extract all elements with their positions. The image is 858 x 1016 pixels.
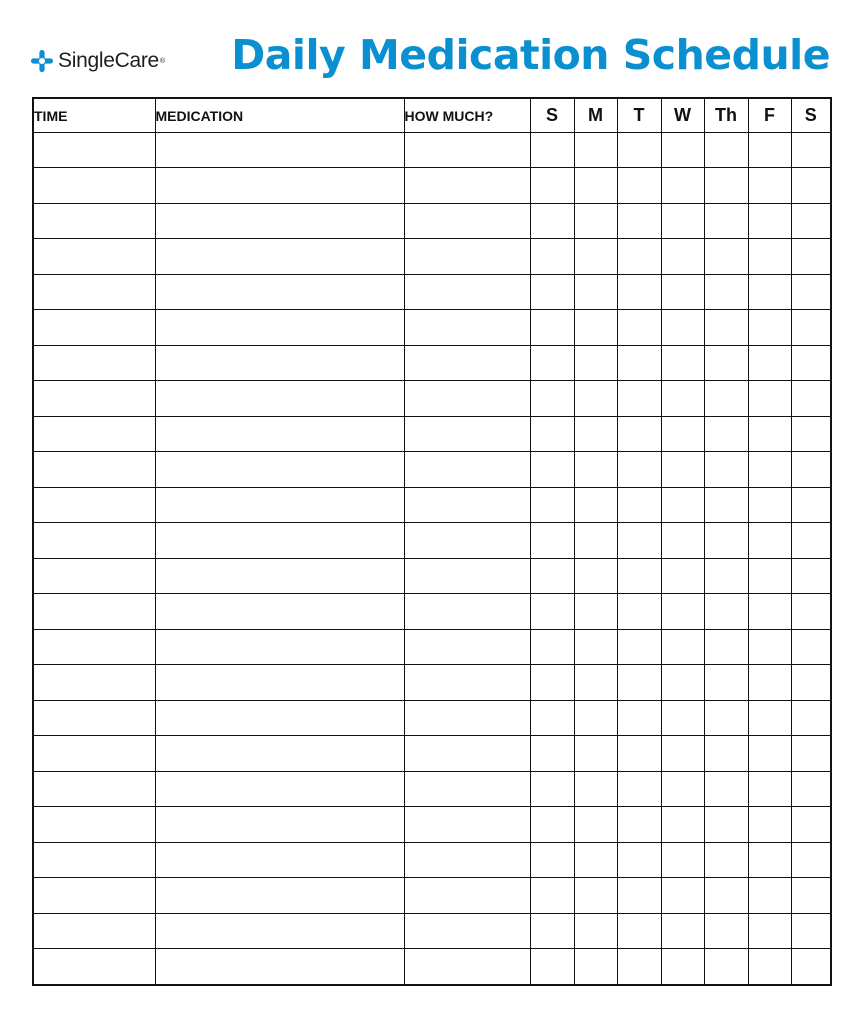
- day-monday-cell: [574, 239, 617, 274]
- time-cell: [33, 310, 155, 345]
- day-monday-cell: [574, 310, 617, 345]
- day-monday-cell: [574, 594, 617, 629]
- day-sunday-cell: [530, 665, 574, 700]
- table-row: [33, 558, 831, 593]
- day-wednesday-cell: [661, 239, 704, 274]
- day-sunday-cell: [530, 487, 574, 522]
- table-row: [33, 878, 831, 913]
- day-saturday-cell: [791, 416, 831, 451]
- medication-cell: [155, 168, 404, 203]
- day-monday-cell: [574, 168, 617, 203]
- day-sunday-cell: [530, 878, 574, 913]
- header-day-sunday: S: [530, 98, 574, 133]
- day-sunday-cell: [530, 168, 574, 203]
- day-wednesday-cell: [661, 416, 704, 451]
- time-cell: [33, 736, 155, 771]
- day-thursday-cell: [704, 416, 748, 451]
- day-wednesday-cell: [661, 168, 704, 203]
- day-sunday-cell: [530, 629, 574, 664]
- how-much-cell: [404, 274, 530, 309]
- time-cell: [33, 381, 155, 416]
- medication-cell: [155, 771, 404, 806]
- day-friday-cell: [748, 345, 791, 380]
- brand-logo: [31, 46, 165, 76]
- page-header: [0, 0, 858, 96]
- how-much-cell: [404, 629, 530, 664]
- day-sunday-cell: [530, 345, 574, 380]
- time-cell: [33, 558, 155, 593]
- medication-cell: [155, 878, 404, 913]
- day-wednesday-cell: [661, 771, 704, 806]
- day-friday-cell: [748, 594, 791, 629]
- page-title: Daily Medication Schedule: [231, 31, 830, 79]
- header-medication: MEDICATION: [155, 98, 404, 133]
- time-cell: [33, 239, 155, 274]
- day-saturday-cell: [791, 310, 831, 345]
- day-monday-cell: [574, 949, 617, 985]
- table-row: [33, 239, 831, 274]
- day-monday-cell: [574, 700, 617, 735]
- table-row: [33, 736, 831, 771]
- brand-name: SingleCare: [58, 49, 159, 72]
- table-row: [33, 842, 831, 877]
- how-much-cell: [404, 452, 530, 487]
- day-tuesday-cell: [617, 807, 661, 842]
- time-cell: [33, 133, 155, 168]
- singlecare-cross-icon: [31, 50, 53, 72]
- time-cell: [33, 771, 155, 806]
- how-much-cell: [404, 381, 530, 416]
- day-thursday-cell: [704, 310, 748, 345]
- day-tuesday-cell: [617, 523, 661, 558]
- day-tuesday-cell: [617, 594, 661, 629]
- day-saturday-cell: [791, 878, 831, 913]
- table-header-row: [33, 98, 831, 133]
- medication-cell: [155, 665, 404, 700]
- table-row: [33, 168, 831, 203]
- day-saturday-cell: [791, 913, 831, 948]
- day-saturday-cell: [791, 203, 831, 238]
- day-wednesday-cell: [661, 629, 704, 664]
- medication-cell: [155, 133, 404, 168]
- day-tuesday-cell: [617, 345, 661, 380]
- day-thursday-cell: [704, 629, 748, 664]
- how-much-cell: [404, 842, 530, 877]
- medication-cell: [155, 416, 404, 451]
- day-wednesday-cell: [661, 700, 704, 735]
- time-cell: [33, 487, 155, 522]
- how-much-cell: [404, 523, 530, 558]
- time-cell: [33, 274, 155, 309]
- day-friday-cell: [748, 949, 791, 985]
- header-time: TIME: [33, 98, 155, 133]
- time-cell: [33, 203, 155, 238]
- day-tuesday-cell: [617, 274, 661, 309]
- day-saturday-cell: [791, 807, 831, 842]
- day-sunday-cell: [530, 913, 574, 948]
- table-row: [33, 594, 831, 629]
- time-cell: [33, 345, 155, 380]
- day-friday-cell: [748, 452, 791, 487]
- day-thursday-cell: [704, 807, 748, 842]
- day-thursday-cell: [704, 274, 748, 309]
- how-much-cell: [404, 416, 530, 451]
- day-saturday-cell: [791, 487, 831, 522]
- day-tuesday-cell: [617, 949, 661, 985]
- day-monday-cell: [574, 736, 617, 771]
- day-thursday-cell: [704, 913, 748, 948]
- table-row: [33, 203, 831, 238]
- day-sunday-cell: [530, 700, 574, 735]
- time-cell: [33, 523, 155, 558]
- how-much-cell: [404, 310, 530, 345]
- day-thursday-cell: [704, 736, 748, 771]
- day-tuesday-cell: [617, 168, 661, 203]
- time-cell: [33, 452, 155, 487]
- medication-cell: [155, 203, 404, 238]
- how-much-cell: [404, 487, 530, 522]
- day-sunday-cell: [530, 381, 574, 416]
- day-saturday-cell: [791, 629, 831, 664]
- day-friday-cell: [748, 239, 791, 274]
- day-tuesday-cell: [617, 381, 661, 416]
- day-friday-cell: [748, 168, 791, 203]
- day-monday-cell: [574, 133, 617, 168]
- day-friday-cell: [748, 274, 791, 309]
- how-much-cell: [404, 168, 530, 203]
- table-row: [33, 452, 831, 487]
- day-saturday-cell: [791, 168, 831, 203]
- day-sunday-cell: [530, 274, 574, 309]
- day-wednesday-cell: [661, 523, 704, 558]
- medication-cell: [155, 452, 404, 487]
- day-saturday-cell: [791, 771, 831, 806]
- time-cell: [33, 416, 155, 451]
- day-saturday-cell: [791, 452, 831, 487]
- day-tuesday-cell: [617, 700, 661, 735]
- day-tuesday-cell: [617, 842, 661, 877]
- day-thursday-cell: [704, 133, 748, 168]
- medication-cell: [155, 700, 404, 735]
- table-row: [33, 913, 831, 948]
- day-thursday-cell: [704, 345, 748, 380]
- table-row: [33, 416, 831, 451]
- day-wednesday-cell: [661, 133, 704, 168]
- how-much-cell: [404, 345, 530, 380]
- day-sunday-cell: [530, 842, 574, 877]
- day-friday-cell: [748, 523, 791, 558]
- day-thursday-cell: [704, 239, 748, 274]
- day-saturday-cell: [791, 736, 831, 771]
- medication-cell: [155, 345, 404, 380]
- day-monday-cell: [574, 487, 617, 522]
- day-tuesday-cell: [617, 133, 661, 168]
- day-thursday-cell: [704, 594, 748, 629]
- day-friday-cell: [748, 487, 791, 522]
- day-sunday-cell: [530, 416, 574, 451]
- medication-cell: [155, 842, 404, 877]
- day-tuesday-cell: [617, 452, 661, 487]
- day-saturday-cell: [791, 949, 831, 985]
- day-monday-cell: [574, 807, 617, 842]
- day-tuesday-cell: [617, 310, 661, 345]
- time-cell: [33, 949, 155, 985]
- day-monday-cell: [574, 416, 617, 451]
- day-friday-cell: [748, 629, 791, 664]
- how-much-cell: [404, 878, 530, 913]
- how-much-cell: [404, 665, 530, 700]
- medication-cell: [155, 949, 404, 985]
- day-wednesday-cell: [661, 310, 704, 345]
- day-saturday-cell: [791, 239, 831, 274]
- table-row: [33, 523, 831, 558]
- table-row: [33, 807, 831, 842]
- brand-trademark: ®: [159, 57, 166, 65]
- day-wednesday-cell: [661, 274, 704, 309]
- day-sunday-cell: [530, 594, 574, 629]
- day-wednesday-cell: [661, 452, 704, 487]
- day-thursday-cell: [704, 771, 748, 806]
- day-sunday-cell: [530, 949, 574, 985]
- header-day-monday: M: [574, 98, 617, 133]
- how-much-cell: [404, 949, 530, 985]
- day-sunday-cell: [530, 523, 574, 558]
- medication-schedule-table: [32, 97, 832, 986]
- medication-cell: [155, 274, 404, 309]
- header-day-friday: F: [748, 98, 791, 133]
- table-row: [33, 771, 831, 806]
- day-friday-cell: [748, 416, 791, 451]
- header-day-wednesday: W: [661, 98, 704, 133]
- day-friday-cell: [748, 558, 791, 593]
- day-tuesday-cell: [617, 736, 661, 771]
- day-friday-cell: [748, 310, 791, 345]
- day-sunday-cell: [530, 239, 574, 274]
- day-wednesday-cell: [661, 807, 704, 842]
- table-row: [33, 665, 831, 700]
- time-cell: [33, 878, 155, 913]
- how-much-cell: [404, 700, 530, 735]
- medication-cell: [155, 310, 404, 345]
- day-wednesday-cell: [661, 345, 704, 380]
- day-friday-cell: [748, 665, 791, 700]
- day-thursday-cell: [704, 558, 748, 593]
- day-tuesday-cell: [617, 416, 661, 451]
- day-wednesday-cell: [661, 949, 704, 985]
- day-thursday-cell: [704, 523, 748, 558]
- day-saturday-cell: [791, 381, 831, 416]
- day-thursday-cell: [704, 452, 748, 487]
- day-thursday-cell: [704, 949, 748, 985]
- day-wednesday-cell: [661, 487, 704, 522]
- day-thursday-cell: [704, 381, 748, 416]
- day-thursday-cell: [704, 700, 748, 735]
- medication-cell: [155, 629, 404, 664]
- day-thursday-cell: [704, 842, 748, 877]
- day-monday-cell: [574, 878, 617, 913]
- day-saturday-cell: [791, 665, 831, 700]
- day-sunday-cell: [530, 133, 574, 168]
- day-tuesday-cell: [617, 558, 661, 593]
- day-saturday-cell: [791, 842, 831, 877]
- day-friday-cell: [748, 807, 791, 842]
- day-friday-cell: [748, 700, 791, 735]
- medication-cell: [155, 381, 404, 416]
- time-cell: [33, 665, 155, 700]
- time-cell: [33, 913, 155, 948]
- header-day-saturday: S: [791, 98, 831, 133]
- day-friday-cell: [748, 736, 791, 771]
- day-monday-cell: [574, 771, 617, 806]
- day-tuesday-cell: [617, 239, 661, 274]
- table-row: [33, 949, 831, 985]
- day-friday-cell: [748, 842, 791, 877]
- day-tuesday-cell: [617, 203, 661, 238]
- how-much-cell: [404, 239, 530, 274]
- day-saturday-cell: [791, 523, 831, 558]
- day-sunday-cell: [530, 807, 574, 842]
- day-wednesday-cell: [661, 203, 704, 238]
- day-saturday-cell: [791, 345, 831, 380]
- day-wednesday-cell: [661, 558, 704, 593]
- time-cell: [33, 807, 155, 842]
- day-monday-cell: [574, 203, 617, 238]
- time-cell: [33, 629, 155, 664]
- how-much-cell: [404, 133, 530, 168]
- table-row: [33, 487, 831, 522]
- day-tuesday-cell: [617, 771, 661, 806]
- header-how-much: HOW MUCH?: [404, 98, 530, 133]
- day-friday-cell: [748, 913, 791, 948]
- day-sunday-cell: [530, 310, 574, 345]
- day-tuesday-cell: [617, 487, 661, 522]
- time-cell: [33, 842, 155, 877]
- how-much-cell: [404, 807, 530, 842]
- day-friday-cell: [748, 133, 791, 168]
- day-thursday-cell: [704, 487, 748, 522]
- day-monday-cell: [574, 381, 617, 416]
- day-wednesday-cell: [661, 665, 704, 700]
- how-much-cell: [404, 771, 530, 806]
- day-sunday-cell: [530, 736, 574, 771]
- day-saturday-cell: [791, 594, 831, 629]
- day-wednesday-cell: [661, 913, 704, 948]
- day-friday-cell: [748, 203, 791, 238]
- day-saturday-cell: [791, 274, 831, 309]
- day-monday-cell: [574, 665, 617, 700]
- table-row: [33, 345, 831, 380]
- day-sunday-cell: [530, 203, 574, 238]
- header-day-tuesday: T: [617, 98, 661, 133]
- day-monday-cell: [574, 629, 617, 664]
- table-row: [33, 381, 831, 416]
- how-much-cell: [404, 913, 530, 948]
- time-cell: [33, 168, 155, 203]
- medication-cell: [155, 523, 404, 558]
- medication-cell: [155, 807, 404, 842]
- day-sunday-cell: [530, 452, 574, 487]
- day-wednesday-cell: [661, 736, 704, 771]
- day-sunday-cell: [530, 771, 574, 806]
- medication-cell: [155, 594, 404, 629]
- day-tuesday-cell: [617, 665, 661, 700]
- medication-cell: [155, 239, 404, 274]
- day-monday-cell: [574, 558, 617, 593]
- day-wednesday-cell: [661, 594, 704, 629]
- day-wednesday-cell: [661, 381, 704, 416]
- day-sunday-cell: [530, 558, 574, 593]
- day-tuesday-cell: [617, 629, 661, 664]
- schedule-body: [33, 133, 831, 986]
- day-friday-cell: [748, 381, 791, 416]
- table-row: [33, 700, 831, 735]
- how-much-cell: [404, 558, 530, 593]
- day-thursday-cell: [704, 665, 748, 700]
- day-thursday-cell: [704, 878, 748, 913]
- day-saturday-cell: [791, 558, 831, 593]
- day-wednesday-cell: [661, 878, 704, 913]
- day-thursday-cell: [704, 168, 748, 203]
- table-row: [33, 629, 831, 664]
- day-tuesday-cell: [617, 913, 661, 948]
- medication-cell: [155, 487, 404, 522]
- day-monday-cell: [574, 274, 617, 309]
- how-much-cell: [404, 736, 530, 771]
- day-monday-cell: [574, 345, 617, 380]
- header-day-thursday: Th: [704, 98, 748, 133]
- medication-cell: [155, 736, 404, 771]
- table-row: [33, 274, 831, 309]
- day-friday-cell: [748, 771, 791, 806]
- table-row: [33, 133, 831, 168]
- day-monday-cell: [574, 452, 617, 487]
- day-monday-cell: [574, 913, 617, 948]
- medication-cell: [155, 558, 404, 593]
- day-wednesday-cell: [661, 842, 704, 877]
- day-saturday-cell: [791, 700, 831, 735]
- time-cell: [33, 594, 155, 629]
- how-much-cell: [404, 594, 530, 629]
- day-monday-cell: [574, 523, 617, 558]
- day-tuesday-cell: [617, 878, 661, 913]
- how-much-cell: [404, 203, 530, 238]
- day-monday-cell: [574, 842, 617, 877]
- day-friday-cell: [748, 878, 791, 913]
- time-cell: [33, 700, 155, 735]
- day-thursday-cell: [704, 203, 748, 238]
- day-saturday-cell: [791, 133, 831, 168]
- table-row: [33, 310, 831, 345]
- medication-cell: [155, 913, 404, 948]
